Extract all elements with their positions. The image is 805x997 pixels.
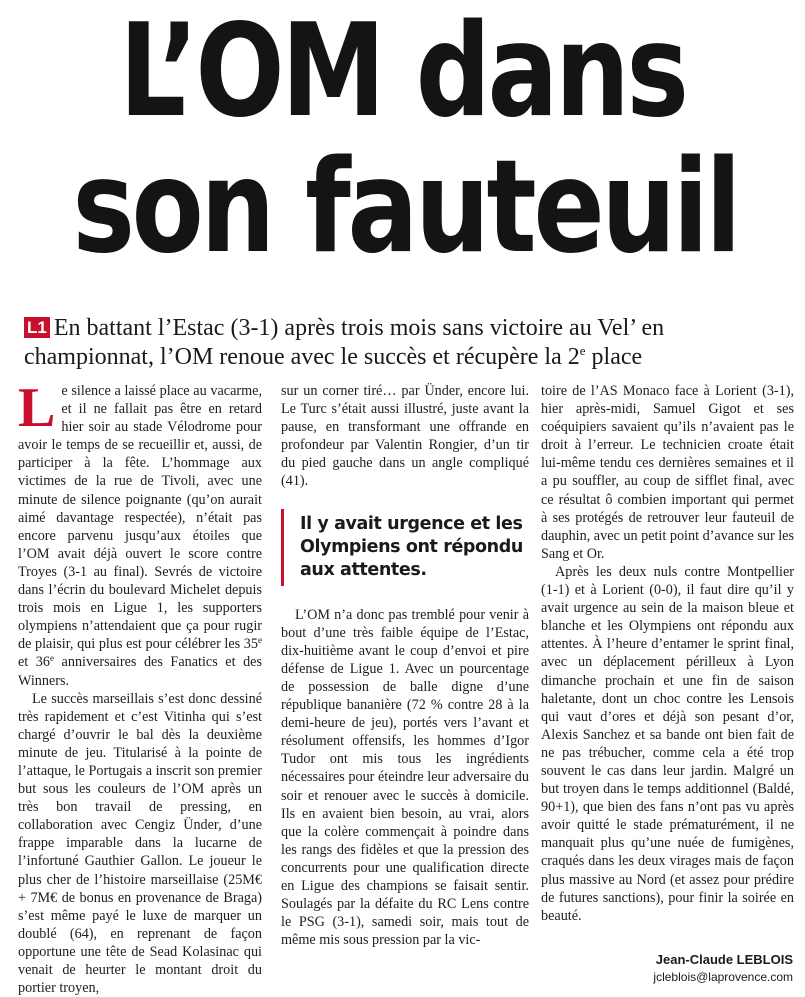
standfirst-superscript: e: [579, 343, 586, 358]
ordinal-sup-1: e: [258, 635, 262, 646]
paragraph-4: L’OM n’a donc pas tremblé pour venir à bout d’une très faible équipe de l’Estac, dix-huitième avant le coup d’envoi et pire défense de Ligue 1. Avec un pourcentage de possession de balle digne d’une république bananière (72 % contre 28 à la demi-heure de jeu), portés vers l’avant et résolument offensifs, les hommes d’Igor Tudor ont mis tous les ingrédients nécessaires pour éteindre leur adversaire du soir et renouer avec le succès à domicile. Ils en avaient bien besoin, au vrai, alors que la colère commençait à poindre dans les rangs des fidèles et que la pression des concurrents pour une qualification directe en Ligue des champions se faisait sentir. Soulagés par la défaite du RC Lens contre le PSG (3-1), samedi soir, mais tout de même mis sous pression par la vic-: [281, 606, 529, 949]
article-column-2: [281, 382, 529, 986]
paragraph-2: Le succès marseillais s’est donc dessiné très rapidement et c’est Vitinha qui s’est chargé d’ouvrir le bal dès la deuxième minute de jeu. Titularisé à la pointe de l’attaque, le Portugais a inscrit son premier but sous les couleurs de l’OM après un très bon travail de pressing, en collaboration avec Cengiz Ünder, d’une frappe imparable dans la lucarne de l’infortuné Gauthier Gallon. Le joueur le plus cher de l’histoire marseillaise (25M€ + 7M€ de bonus en provenance de Braga) s’est même payé le luxe de marquer un doublé (64), en reprenant de façon opportune une tête de Sead Kolasinac qui venait de heurter le montant droit du portier troyen,: [18, 690, 262, 997]
ordinal-sup-2: e: [50, 653, 54, 664]
paragraph-3: sur un corner tiré… par Ünder, encore lui. Le Turc s’était aussi illustré, juste avant la pause, en transformant une offrande en profondeur par Valentin Rongier, d’un tir du pied gauche dans un angle compliqué (41).: [281, 383, 529, 490]
headline-line-2: son fauteuil: [72, 133, 739, 282]
standfirst-text-end: place: [585, 344, 643, 370]
paragraph-1-text-2: et 36: [18, 654, 50, 671]
headline-line-1: L’OM dans: [119, 0, 686, 146]
paragraph-1: [18, 377, 262, 690]
standfirst-text: En battant l’Estac (3-1) après trois mois sans victoire au Vel’ en championnat, l’OM renoue avec le succès et récupère la 2: [24, 315, 665, 370]
article-column-1: [18, 377, 262, 997]
standfirst: [24, 314, 794, 372]
drop-cap: L: [18, 377, 56, 439]
paragraph-5: toire de l’AS Monaco face à Lorient (3-1), hier après-midi, Samuel Gigot et ses coéquipiers savaient qu’ils n’avaient pas le droit à l’erreur. Le technicien croate était lui-même tendu ces dernières semaines et il a pu souffler, au coup de sifflet final, avec ce résultat ô combien important qui permet à ses protégés de retrouver leur fauteuil de dauphin, avec un petit point d’avance sur les Sang et Or.: [541, 383, 794, 562]
author-email: jcleblois@laprovence.com: [653, 970, 793, 984]
article-column-3: [541, 382, 794, 948]
paragraph-1-text-3: anniversaires des Fanatics et des Winners.: [18, 654, 262, 689]
byline: Jean-Claude LEBLOIS: [655, 952, 793, 967]
pull-quote: Il y avait urgence et les Olympiens ont répondu aux attentes.: [281, 509, 529, 586]
league-tag: L1: [24, 317, 50, 338]
headline: [72, 0, 739, 282]
paragraph-1-text: e silence a laissé place au vacarme, et il ne fallait pas être en retard hier soir au stade Vélodrome pour avoir le temps de se recueillir et, aussi, de participer à la fête. L’hommage aux victimes de la rue de Tivoli, avec une minute de silence poignante (qu’on aurait aimé davantage respectée), n’était pas encore parvenu jusqu’aux étoiles que l’OM avait déjà ouvert le score contre Troyes (3-1 au final). Sevrés de victoire dans l’écrin du boulevard Michelet depuis trois mois en Ligue 1, les supporters olympiens n’attendaient que ça pour rugir de plaisir, qui plus est pour célébrer les 35: [18, 383, 262, 653]
paragraph-6: Après les deux nuls contre Montpellier (1-1) et à Lorient (0-0), il faut dire qu’il y avait urgence au sein de la maison bleue et blanche et les Olympiens ont répondu aux attentes. À l’heure d’entamer le sprint final, avec un déplacement périlleux à Lyon dimanche prochain et une fin de saison haletante, dont un choc contre les Lensois qui vaut d’ores et déjà son pesant d’or, Alexis Sanchez et sa bande ont bien fait de ne pas trébucher, comme cela a été trop souvent le cas dans leur jardin. Malgré un but troyen dans le temps additionnel (Baldé, 90+1), que bien des fans n’ont pas vu après avoir quitté le stade prématurément, il ne manquait plus qu’une nuée de fumigènes, craqués dans les deux virages mais de façon plus massive au Nord (et assez pour prédire de futures sanctions), pour finir la soirée en beauté.: [541, 563, 794, 924]
